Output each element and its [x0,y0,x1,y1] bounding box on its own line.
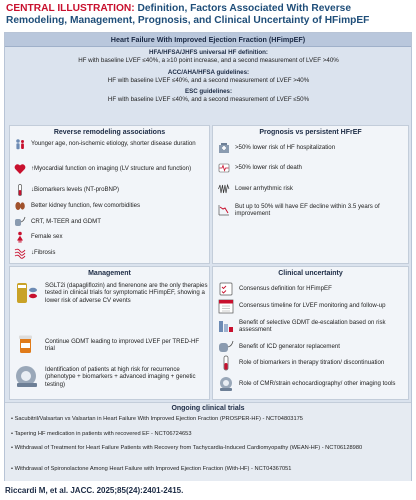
list-item [14,231,208,243]
title-prefix: CENTRAL ILLUSTRATION: [6,3,135,14]
list-item [218,282,406,296]
definition-text: HF with baseline LVEF ≤40%, and a second measurement of LVEF ≤50% [107,96,310,104]
panel-title: Reverse remodeling associations [53,129,166,136]
list-item [218,319,406,334]
hfimpef-header: Heart Failure With Improved Ejection Fraction (HFimpEF) [5,33,411,47]
trial-item: • Withdrawal of Treatment for Heart Failure Patients with Recovery from Tachycardia-Induced Cardiomyopathy (WEAN-HF) - NCT06128980 [11,445,363,451]
illustration-title [6,3,412,26]
list-item [14,335,209,355]
list-item [14,138,208,150]
item-text: But up to 50% will have EF decline within 3.5 years of improvement [235,203,380,218]
calendar-icon [218,298,234,314]
item-text: >50% lower risk of death [235,164,302,172]
ongoing-trials-section [5,402,411,481]
list-item [14,200,208,212]
pill-bottle-icon [14,335,40,355]
item-text: ↓Fibrosis [31,249,56,257]
reverse-remodeling-panel [9,125,210,264]
list-item [14,216,208,228]
definition-heading: ACC/AHA/HFSA guidelines: [167,68,250,76]
citation: Riccardi M, et al. JACC. 2025;85(24):2401-2415. [5,486,184,495]
list-item [218,162,406,174]
list-item [218,298,406,314]
list-item [218,183,406,195]
icd-icon [218,340,234,354]
device-icon [14,216,26,228]
mri-icon [14,364,40,390]
definition-text: HF with baseline LVEF ≤40%, and a second measurement of LVEF >40% [107,76,310,84]
hospital-icon [218,142,230,154]
people-icon [14,138,26,150]
prognosis-panel [212,125,409,264]
pills-icon [14,281,40,305]
definition-universal [38,49,379,66]
decline-icon [218,204,230,216]
item-text: Identification of patients at high risk for recurrence (phenotype + biomarkers + advanced imaging + genetic testing) [45,365,196,388]
definition-acc-aha [38,69,379,86]
definitions-section [38,49,379,108]
item-text: Better kidney function, few comorbidities [31,202,141,210]
item-text: Benefit of selective GDMT de-escalation based on risk assessment [239,319,386,334]
panel-title: Prognosis vs persistent HFrEF [259,129,362,136]
item-text: SGLT2i (dapagliflozin) and finerenone are the only therapies tested in clinical trials for symptomatic HFimpEF, showing a lower risk of adverse CV events [45,281,208,304]
panel-title: Clinical uncertainty [278,270,343,277]
definition-text: HF with baseline LVEF ≤40%, a ≥10 point increase, and a second measurement of LVEF >40% [78,57,339,65]
arrhythmia-icon [218,183,230,195]
list-item [218,203,406,218]
list-item [218,376,406,392]
item-text: CRT, M-TEER and GDMT [31,218,101,226]
trial-item: • Tapering HF medication in patients with recovered EF - NCT06724653 [11,431,192,437]
female-icon [14,231,26,243]
item-text: Role of biomarkers in therapy titration/ discontinuation [239,359,385,367]
fibrosis-icon [14,247,26,259]
test-tube-icon [14,184,26,196]
imaging-icon [218,376,234,392]
list-item [14,281,209,305]
definition-esc [38,88,379,105]
item-text: Role of CMR/strain echocardiography/ other imaging tools [239,380,396,388]
definition-heading: HFA/HFSA/JHFS universal HF definition: [149,49,268,56]
item-text: Female sex [31,233,63,241]
kidney-icon [14,200,26,212]
list-item [14,364,209,390]
illustration-frame [4,32,412,481]
list-item [218,142,406,154]
trial-item: • Withdrawal of Spironolactone Among Heart Failure with Improved Ejection Fraction (With-HF) - NCT04367051 [11,466,292,472]
title-text: Definition, Factors Associated With Reverse Remodeling, Management, Prognosis, and Clinical Uncertainty of HFimpEF [6,3,370,26]
heart-icon [14,163,26,175]
item-text: ↑Myocardial function on imaging (LV structure and function) [31,165,192,173]
item-text: Continue GDMT leading to improved LVEF per TRED-HF trial [45,337,200,352]
list-item [218,340,406,354]
item-text: Benefit of ICD generator replacement [239,343,340,351]
checklist-icon [218,282,234,296]
item-text: Younger age, non-ischemic etiology, shorter disease duration [31,140,196,148]
list-item [14,247,208,259]
definition-heading: ESC guidelines: [184,88,233,96]
list-item [14,184,208,196]
item-text: ↓Biomarkers levels (NT-proBNP) [31,186,120,194]
clinical-uncertainty-panel [212,266,409,400]
section-title: Ongoing clinical trials [171,405,245,412]
item-text: Consensus definition for HFimpEF [239,285,332,293]
biomarker-icon [218,355,234,371]
heartbeat-icon [218,162,230,174]
item-text: Lower arrhythmic risk [235,185,293,193]
panel-title: Management [88,270,131,277]
de-escalation-icon [218,319,234,333]
management-panel [9,266,210,400]
list-item [14,163,208,175]
item-text: >50% lower risk of HF hospitalization [235,144,336,152]
trial-item: • Sacubitril/Valsartan vs Valsartan in Heart Failure With Improved Ejection Fraction (PROSPER-HF) - NCT04803175 [11,416,303,422]
list-item [218,355,406,371]
item-text: Consensus timeline for LVEF monitoring and follow-up [239,302,386,310]
